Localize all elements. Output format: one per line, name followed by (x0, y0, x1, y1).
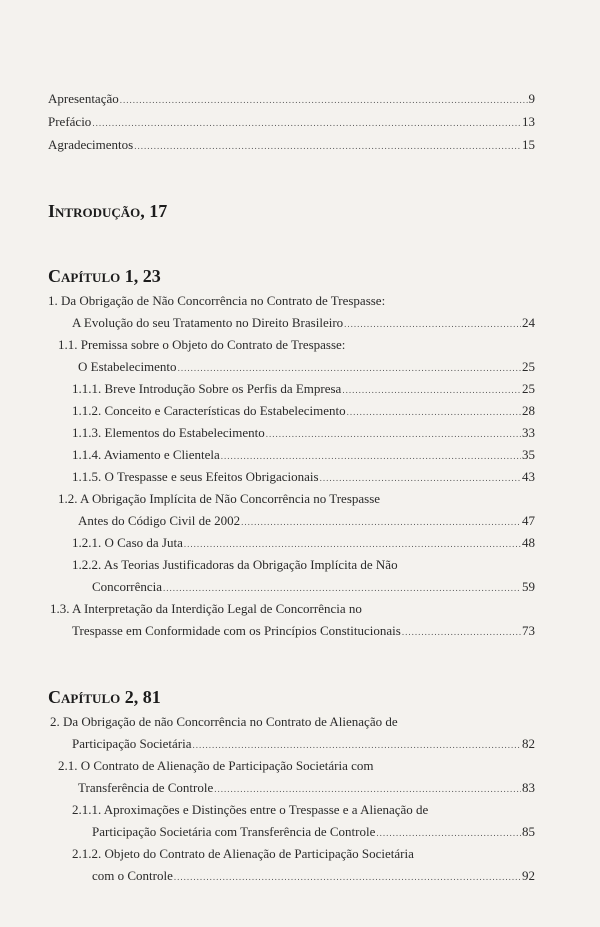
toc-entry-title: Participação Societária com Transferência de Controle (92, 824, 376, 839)
capitulo-2-heading: Capítulo 2, 81 (48, 687, 161, 707)
toc-entry-1-1-4 (72, 447, 535, 464)
dot-leader (184, 536, 521, 552)
toc-entry-1-1-2 (72, 403, 535, 420)
toc-entry-prefacio (48, 114, 535, 131)
toc-entry-1-cont (72, 315, 535, 332)
dot-leader (174, 869, 521, 885)
dot-leader (178, 360, 521, 376)
dot-leader (92, 115, 521, 131)
dot-leader (376, 825, 521, 841)
toc-entry-title: 2.1.1. Aproximações e Distinções entre o Trespasse e a Alienação de (72, 802, 429, 817)
toc-entry-title: 1.2.2. As Teorias Justificadoras da Obrigação Implícita de Não (72, 557, 398, 572)
toc-entry-title: 1.1.5. O Trespasse e seus Efeitos Obrigacionais (72, 469, 319, 484)
toc-entry-title: Antes do Código Civil de 2002 (78, 513, 241, 528)
toc-entry-page: 92 (522, 868, 535, 883)
introducao-heading: Introdução, 17 (48, 201, 168, 221)
dot-leader (241, 514, 521, 530)
dot-leader (192, 737, 521, 753)
toc-entry-2-1-2 (72, 846, 535, 862)
toc-entry-1-3-cont (72, 623, 535, 640)
toc-entry-title: Trespasse em Conformidade com os Princípios Constitucionais (72, 623, 401, 638)
toc-entry-page: 25 (522, 359, 535, 374)
dot-leader (221, 448, 521, 464)
toc-entry-title: 1.1. Premissa sobre o Objeto do Contrato de Trespasse: (58, 337, 346, 352)
toc-entry-apresentacao (48, 91, 535, 108)
toc-entry-2-1-cont (78, 780, 535, 797)
dot-leader (320, 470, 521, 486)
toc-entry-title: 1.3. A Interpretação da Interdição Legal de Concorrência no (50, 601, 362, 616)
toc-entry-page: 25 (522, 381, 535, 396)
dot-leader (402, 624, 521, 640)
toc-entry-1-2-1 (72, 535, 535, 552)
toc-entry-title: Participação Societária (72, 736, 192, 751)
toc-entry-2-1-1 (72, 802, 535, 818)
toc-entry-page: 9 (528, 91, 535, 106)
toc-entry-page: 33 (522, 425, 535, 440)
toc-entry-2-cont (72, 736, 535, 753)
dot-leader (342, 382, 521, 398)
toc-entry-title: 1.1.2. Conceito e Características do Estabelecimento (72, 403, 346, 418)
toc-entry-2-1-2-cont (92, 868, 535, 885)
dot-leader (344, 316, 521, 332)
toc-entry-title: Apresentação (48, 91, 119, 106)
toc-entry-page: 24 (522, 315, 535, 330)
toc-entry-title: 1.1.1. Breve Introdução Sobre os Perfis da Empresa (72, 381, 342, 396)
toc-entry-title: 1.2. A Obrigação Implícita de Não Concorrência no Trespasse (58, 491, 381, 506)
toc-entry-title: Agradecimentos (48, 137, 134, 152)
toc-entry-title: 2.1.2. Objeto do Contrato de Alienação de Participação Societária (72, 846, 414, 861)
toc-entry-2-1 (58, 758, 535, 774)
toc-entry-title: 1. Da Obrigação de Não Concorrência no Contrato de Trespasse: (48, 293, 386, 308)
toc-entry-1-3 (50, 601, 535, 617)
toc-entry-title: 2. Da Obrigação de não Concorrência no Contrato de Alienação de (50, 714, 398, 729)
dot-leader (214, 781, 521, 797)
dot-leader (134, 138, 521, 154)
toc-entry-2 (50, 714, 535, 730)
toc-entry-1 (48, 293, 535, 309)
toc-entry-page: 15 (522, 137, 535, 152)
toc-entry-page: 73 (522, 623, 535, 638)
toc-entry-1-2-cont (78, 513, 535, 530)
toc-entry-title: O Estabelecimento (78, 359, 177, 374)
toc-entry-page: 48 (522, 535, 535, 550)
toc-entry-page: 13 (522, 114, 535, 129)
toc-entry-page: 85 (522, 824, 535, 839)
toc-entry-1-1-5 (72, 469, 535, 486)
toc-entry-title: 1.2.1. O Caso da Juta (72, 535, 183, 550)
toc-entry-title: com o Controle (92, 868, 173, 883)
dot-leader (347, 404, 521, 420)
toc-entry-page: 35 (522, 447, 535, 462)
toc-entry-agradecimentos (48, 137, 535, 154)
toc-entry-1-1 (58, 337, 535, 353)
toc-entry-1-1-1 (72, 381, 535, 398)
toc-entry-title: Prefácio (48, 114, 92, 129)
toc-entry-title: 1.1.4. Aviamento e Clientela (72, 447, 220, 462)
toc-entry-title: A Evolução do seu Tratamento no Direito Brasileiro (72, 315, 344, 330)
toc-entry-title: Transferência de Controle (78, 780, 214, 795)
toc-entry-page: 83 (522, 780, 535, 795)
toc-entry-page: 43 (522, 469, 535, 484)
toc-entry-1-1-cont (78, 359, 535, 376)
dot-leader (266, 426, 521, 442)
toc-entry-page: 59 (522, 579, 535, 594)
toc-entry-1-1-3 (72, 425, 535, 442)
dot-leader (120, 92, 528, 108)
toc-entry-1-2-2-cont (92, 579, 535, 596)
toc-entry-page: 82 (522, 736, 535, 751)
toc-entry-title: 2.1. O Contrato de Alienação de Participação Societária com (58, 758, 374, 773)
toc-entry-page: 47 (522, 513, 535, 528)
toc-entry-1-2-2 (72, 557, 535, 573)
dot-leader (163, 580, 521, 596)
toc-entry-title: 1.1.3. Elementos do Estabelecimento (72, 425, 265, 440)
toc-entry-2-1-1-cont (92, 824, 535, 841)
toc-entry-1-2 (58, 491, 535, 507)
toc-entry-page: 28 (522, 403, 535, 418)
capitulo-1-heading: Capítulo 1, 23 (48, 266, 161, 286)
toc-entry-title: Concorrência (92, 579, 163, 594)
